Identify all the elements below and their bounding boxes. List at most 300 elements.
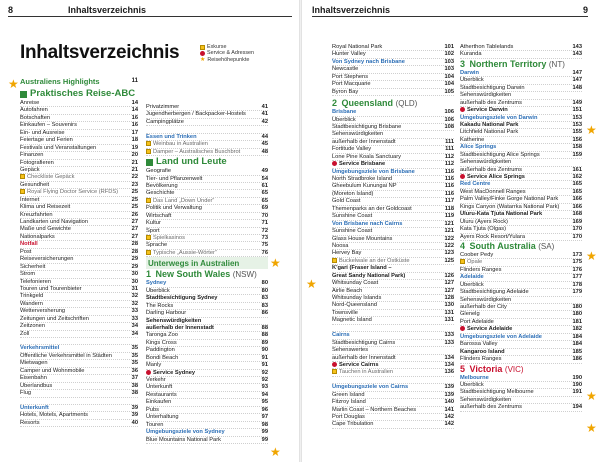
toc-entry-label: Geografie [146,168,171,175]
toc-entry[interactable] [460,226,582,233]
toc-entry-label: Privatzimmer [146,104,180,110]
toc-entry[interactable] [332,213,454,220]
toc-entry[interactable] [20,115,138,122]
toc-entry[interactable] [460,389,582,396]
toc-entry[interactable] [146,220,268,227]
toc-entry[interactable] [460,349,582,356]
toc-entry[interactable] [460,341,582,348]
toc-entry[interactable] [20,375,138,382]
toc-entry-page: 126 [444,272,454,279]
toc-entry-label: Alice Springs [460,144,497,151]
toc-entry[interactable] [460,204,582,211]
toc-entry[interactable] [146,437,268,444]
toc-entry[interactable] [332,221,454,228]
toc-entry[interactable] [460,326,582,333]
yellow-box-icon [146,141,151,146]
toc-entry[interactable] [20,234,138,241]
toc-entry[interactable] [146,429,268,436]
toc-entry[interactable] [460,234,582,241]
toc-entry-page: 73 [261,235,268,241]
toc-entry-page: 106 [444,116,454,123]
toc-entry[interactable] [332,198,454,205]
toc-entry[interactable] [460,334,582,341]
toc-entry[interactable] [332,74,454,81]
toc-entry-label: Jugendherbergen / Backpacker-Hostels [146,111,246,118]
toc-entry[interactable] [332,243,454,250]
toc-entry-page: 111 [445,146,454,153]
toc-entry-page: 70 [261,212,268,219]
toc-entry[interactable] [146,407,268,414]
toc-entry-label: Ein- und Ausreise [20,129,65,136]
toc-entry[interactable] [20,107,138,114]
toc-column-left-2 [146,104,268,444]
toc-entry[interactable] [146,149,268,156]
toc-entry-label: Telefonieren [20,278,51,285]
toc-entry[interactable] [332,392,454,399]
toc-entry-label: Das Land „Down Under“ [153,197,215,204]
toc-entry[interactable] [332,51,454,58]
highlight-star-icon: ★ [586,123,597,137]
toc-entry-page: 149 [572,99,582,106]
toc-entry-label: Überblick [460,77,484,84]
toc-entry[interactable] [20,130,138,137]
toc-entry[interactable] [332,183,454,190]
toc-entry-page: 122 [444,235,454,242]
toc-entry-page: 80 [261,287,268,294]
toc-entry[interactable] [20,212,138,219]
yellow-box-icon [146,198,151,203]
toc-entry[interactable] [146,213,268,220]
toc-entry[interactable] [20,145,138,152]
toc-entry[interactable] [332,169,454,176]
toc-entry[interactable] [146,198,268,205]
toc-entry[interactable] [20,256,138,263]
toc-entry[interactable] [332,146,454,153]
toc-entry-label: Royal National Park [332,44,383,50]
toc-entry-page: 36 [131,367,138,374]
toc-entry-label: außerhalb des Zentrums [460,99,522,106]
toc-entry[interactable] [332,265,454,272]
toc-entry-page: 133 [444,332,454,339]
toc-entry[interactable] [460,129,582,136]
toc-entry[interactable] [146,355,268,362]
toc-entry[interactable] [146,141,268,148]
toc-entry[interactable] [146,332,268,339]
toc-entry-label: Fitzroy Island [332,399,366,406]
toc-entry[interactable] [146,176,268,183]
toc-entry[interactable] [460,311,582,318]
toc-entry[interactable] [20,360,138,367]
toc-entry[interactable] [460,297,582,304]
toc-entry[interactable] [146,422,268,429]
toc-entry-label: Sehenswürdigkeiten [146,317,202,324]
toc-entry[interactable] [460,51,582,58]
toc-list [146,280,268,444]
toc-entry-label: Katherine [460,136,485,143]
toc-entry-page: 21 [131,159,138,166]
toc-entry-page: 18 [131,137,138,144]
toc-entry-label: Service Cairns [339,361,379,368]
yellow-box-icon [20,174,25,179]
toc-entry[interactable] [332,280,454,287]
section-square-icon [146,159,153,166]
toc-entry[interactable] [146,280,268,287]
toc-entry[interactable] [20,167,138,174]
toc-entry[interactable] [460,77,582,84]
toc-entry[interactable] [20,412,138,419]
toc-entry[interactable] [332,317,454,324]
toc-entry-label: Port Macquarie [332,81,371,88]
toc-entry[interactable] [20,264,138,271]
toc-entry[interactable] [460,100,582,107]
service-dot-icon [460,107,465,112]
toc-entry[interactable] [146,295,268,302]
toc-entry-page: 127 [444,280,454,287]
toc-entry[interactable] [460,397,582,404]
toc-entry-label: Unterkunft [20,404,49,411]
toc-entry-label: außerhalb der City [460,304,507,310]
toc-entry[interactable] [20,100,138,107]
toc-entry[interactable] [460,115,582,122]
toc-entry-label: Tier- und Pflanzenwelt [146,175,203,182]
toc-entry-page: 39 [131,404,138,411]
toc-entry[interactable] [332,288,454,295]
toc-entry[interactable] [460,107,582,114]
toc-entry[interactable] [20,152,138,159]
toc-entry[interactable] [146,414,268,421]
toc-entry-page: 158 [572,144,582,151]
toc-entry-label: Verkehrsmittel [20,345,60,352]
toc-entry-page: 190 [572,374,582,381]
toc-entry[interactable] [460,122,582,129]
toc-entry[interactable] [460,274,582,281]
toc-entry[interactable] [20,226,138,233]
toc-entry[interactable] [332,139,454,146]
toc-entry-page: 61 [261,182,268,189]
toc-entry[interactable] [460,144,582,151]
toc-entry[interactable] [332,302,454,309]
toc-entry[interactable] [332,206,454,213]
toc-entry[interactable] [146,228,268,235]
toc-entry[interactable] [20,345,138,352]
toc-entry-label: Spielkasinos [153,235,185,241]
toc-entry[interactable] [20,323,138,330]
toc-entry-page: 105 [444,88,454,95]
toc-entry[interactable] [20,174,138,181]
toc-entry[interactable] [332,258,454,265]
toc-entry[interactable] [460,219,582,226]
toc-entry[interactable] [146,340,268,347]
toc-entry-page: 34 [131,323,138,330]
toc-entry-page: 96 [261,406,268,413]
toc-entry-label: Royal Flying Doctor Service (RFDS) [27,189,119,196]
toc-entry[interactable] [332,109,454,116]
toc-entry[interactable] [460,211,582,218]
toc-entry[interactable] [20,293,138,300]
toc-entry[interactable] [20,383,138,390]
toc-entry[interactable] [146,310,268,317]
toc-entry[interactable] [332,176,454,183]
toc-entry-label: North Stradbroke Island [332,176,393,182]
toc-entry-label: Townsville [332,309,358,316]
toc-entry[interactable] [20,189,138,196]
toc-entry[interactable] [146,250,268,257]
toc-entry[interactable] [20,368,138,375]
toc-entry[interactable] [460,44,582,51]
toc-entry-label: Unterhaltung [146,414,179,421]
toc-entry-page: 54 [261,175,268,182]
toc-entry[interactable] [332,131,454,138]
toc-entry-page: 29 [131,256,138,263]
toc-entry[interactable] [146,111,268,118]
toc-entry[interactable] [460,267,582,274]
toc-entry-page: 177 [572,274,582,281]
toc-entry-label: Opale [467,259,483,266]
toc-entry-label: Fotografieren [20,159,54,166]
toc-entry-label: Überblick [332,116,356,123]
toc-entry-page: 116 [444,190,454,197]
toc-entry-label: Stadtbesichtigung Melbourne [460,389,534,396]
toc-entry[interactable] [332,369,454,376]
toc-entry[interactable] [146,205,268,212]
toc-entry[interactable] [20,137,138,144]
toc-entry-label: Autofahren [20,107,48,114]
toc-entry[interactable] [332,236,454,243]
toc-entry[interactable] [20,160,138,167]
toc-entry-label: Brisbane [332,109,357,116]
toc-entry[interactable] [332,332,454,339]
toc-entry-page: 37 [131,375,138,382]
toc-entry-page: 128 [444,295,454,301]
toc-entry[interactable] [332,154,454,161]
right-page [302,0,600,462]
toc-entry[interactable] [20,279,138,286]
toc-entry[interactable] [332,44,454,51]
toc-entry-label: Kangaroo Island [460,348,505,355]
toc-list [332,109,454,429]
toc-entry[interactable] [460,404,582,411]
highlight-star-icon: ★ [8,77,19,91]
running-head-right [312,3,588,17]
toc-entry-label: außerhalb des Zentrums [460,166,522,173]
toc-entry[interactable] [332,421,454,428]
toc-entry[interactable] [146,392,268,399]
toc-entry-page: 29 [131,263,138,270]
toc-entry[interactable] [20,308,138,315]
toc-entry-page: 45 [261,141,268,148]
toc-entry[interactable] [332,273,454,280]
toc-entry[interactable] [146,183,268,190]
toc-entry-page: 98 [261,421,268,428]
toc-entry-page: 48 [261,148,268,155]
toc-entry-page: 88 [261,324,268,331]
toc-entry[interactable] [146,399,268,406]
toc-entry[interactable] [332,89,454,96]
toc-entry[interactable] [20,286,138,293]
toc-entry-label: Litchfield National Park [460,129,519,136]
toc-entry[interactable] [460,92,582,99]
toc-entry[interactable] [146,303,268,310]
toc-entry[interactable] [460,304,582,311]
toc-entry-label: Blue Mountains National Park [146,436,221,443]
toc-entry[interactable] [20,122,138,129]
toc-entry[interactable] [146,362,268,369]
toc-entry[interactable] [146,104,268,111]
toc-entry-label: Sehenswürdigkeiten [460,296,512,303]
toc-entry[interactable] [20,331,138,338]
region-heading-sa: 4 South Australia (SA) [460,240,555,251]
toc-entry[interactable] [460,319,582,326]
toc-list [146,168,268,257]
toc-entry-page: 165 [572,181,582,188]
toc-entry[interactable] [20,316,138,323]
toc-entry[interactable] [332,355,454,362]
legend-item-highlights: ★ Reisehöhepunkte [200,56,250,63]
toc-entry[interactable] [20,241,138,248]
toc-entry[interactable] [460,356,582,363]
toc-entry[interactable] [460,152,582,159]
toc-list [146,104,268,156]
toc-entry[interactable] [332,414,454,421]
highlight-star-icon: ★ [586,249,597,263]
toc-entry-label: Strom [20,271,36,278]
toc-entry[interactable] [146,288,268,295]
toc-entry[interactable] [460,137,582,144]
toc-entry-page: 112 [444,161,454,168]
toc-entry-page: 33 [131,315,138,322]
toc-entry[interactable] [460,159,582,166]
toc-entry[interactable] [146,235,268,242]
service-dot-icon [332,362,337,367]
toc-entry-label: Green Island [332,391,365,398]
toc-entry[interactable] [20,219,138,226]
toc-entry[interactable] [20,249,138,256]
toc-entry-page: 30 [131,278,138,285]
toc-entry[interactable] [146,168,268,175]
toc-entry[interactable] [460,375,582,382]
toc-entry[interactable] [146,370,268,377]
toc-entry[interactable] [146,242,268,249]
toc-entry[interactable] [332,161,454,168]
toc-entry[interactable] [146,190,268,197]
toc-entry-page: 142 [444,421,454,428]
toc-entry[interactable] [460,382,582,389]
toc-entry[interactable] [332,117,454,124]
legend-item-service: Service & Adressen [200,50,254,56]
section-heading-land-und-leute: Land und Leute [146,156,268,168]
toc-entry[interactable] [460,282,582,289]
toc-entry[interactable] [332,347,454,354]
toc-entry[interactable] [332,124,454,131]
toc-entry[interactable] [460,189,582,196]
toc-entry-label: außerhalb der Innenstadt [332,138,396,145]
toc-entry-label: Darwin [460,69,479,76]
toc-entry-page: 35 [131,345,138,352]
toc-entry-label: Sehenswertes [332,347,369,354]
toc-entry[interactable] [460,196,582,203]
toc-entry[interactable] [332,399,454,406]
toc-entry-label: Hotels, Motels, Apartments [20,412,88,419]
toc-entry-label: Notfall [20,241,38,248]
toc-entry[interactable] [332,340,454,347]
toc-entry[interactable] [460,167,582,174]
toc-entry[interactable] [460,85,582,92]
toc-entry[interactable] [332,81,454,88]
toc-entry[interactable] [146,318,268,325]
toc-entry-page: 103 [444,58,454,65]
toc-entry-page: 42 [261,118,268,125]
toc-entry-label: Noosa [332,242,349,249]
toc-entry-label: Sprache [146,242,168,249]
toc-entry[interactable] [20,204,138,211]
toc-entry[interactable] [460,174,582,181]
toc-entry[interactable] [146,119,268,126]
toc-entry[interactable] [146,325,268,332]
toc-entry-label: Fortitude Valley [332,146,372,153]
toc-entry[interactable] [332,295,454,302]
toc-entry[interactable] [332,59,454,66]
toc-entry[interactable] [332,362,454,369]
toc-entry[interactable] [332,407,454,414]
toc-entry[interactable] [332,66,454,73]
toc-entry[interactable] [20,182,138,189]
toc-entry-page: 28 [131,248,138,255]
toc-entry-page: 179 [572,289,582,296]
toc-entry-page: 139 [444,391,454,398]
toc-entry[interactable] [332,228,454,235]
toc-entry-label: Kakadu National Park [460,121,519,128]
toc-entry-label: Glass House Mountains [332,235,393,242]
toc-entry-page: 116 [444,168,454,175]
toc-entry[interactable] [332,384,454,391]
toc-entry[interactable] [146,134,268,141]
toc-entry-page: 148 [572,84,582,91]
toc-entry[interactable] [460,289,582,296]
toc-entry[interactable] [460,259,582,266]
toc-entry[interactable] [20,390,138,397]
toc-entry[interactable] [146,384,268,391]
toc-entry[interactable] [460,252,582,259]
toc-entry[interactable] [460,70,582,77]
toc-entry[interactable] [332,250,454,257]
toc-entry-label: Umgebungsziele von Brisbane [332,168,415,175]
toc-entry[interactable] [20,197,138,204]
toc-entry[interactable] [20,353,138,360]
toc-entry[interactable] [460,181,582,188]
toc-entry[interactable] [20,405,138,412]
toc-entry[interactable] [20,271,138,278]
toc-entry-label: Essen und Trinken [146,133,197,140]
toc-entry[interactable] [20,301,138,308]
toc-entry-label: Cape Tribulation [332,421,374,428]
toc-entry-label: Eisenbahn [20,375,47,382]
toc-entry[interactable] [332,310,454,317]
toc-entry-highlights[interactable]: Australiens Highlights 11 [20,76,138,86]
toc-entry[interactable] [146,377,268,384]
page-title: Inhaltsverzeichnis [20,42,180,63]
toc-entry-page: 169 [572,218,582,225]
toc-entry-label: Einkaufen – Souvenirs [20,122,77,129]
toc-entry[interactable] [332,191,454,198]
toc-entry[interactable] [146,347,268,354]
toc-entry-page: 39 [131,412,138,419]
toc-entry-label: Umgebungsziele von Darwin [460,114,538,121]
toc-entry-label: Feiertage und Ferien [20,137,73,144]
toc-entry-label: Überblick [460,281,484,288]
toc-entry-label: Landkarten und Navigation [20,219,88,225]
section-square-icon [20,91,27,98]
toc-entry[interactable] [20,420,138,427]
